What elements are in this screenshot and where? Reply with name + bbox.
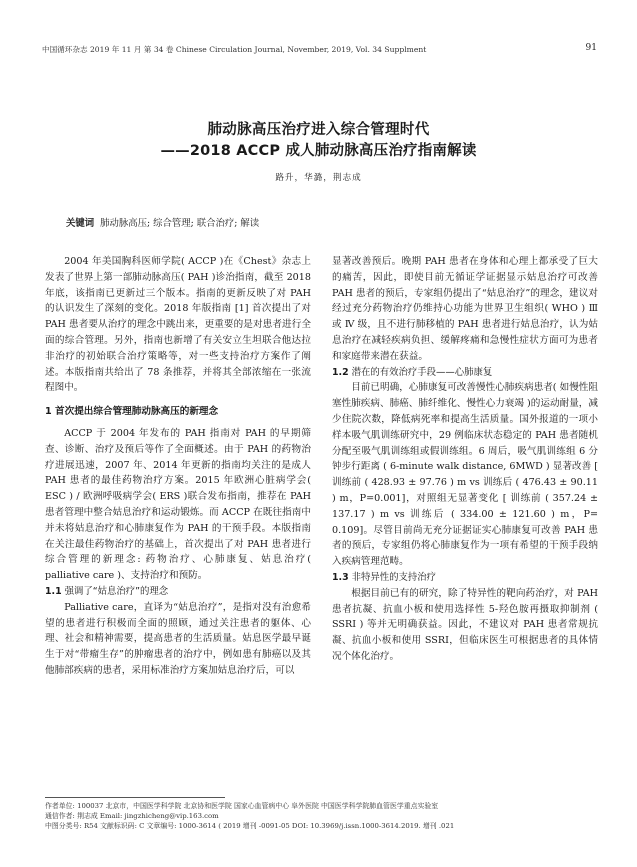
keywords-label: 关键词 bbox=[66, 218, 95, 229]
subsection-1-3-title: 非特异性的支持治疗 bbox=[351, 571, 436, 583]
footnote-rule bbox=[45, 797, 225, 798]
subsection-1-1-paragraph: Palliative care，直译为“姑息治疗”，是指对没有治愈希望的患者进行积极而全面的照顾，通过关注患者的躯体、心理、社会和精神需要，提高患者的生活质量。姑息医学最早诞生于对“带瘤生存”的肿瘤患者的治疗中，例如患有肺癌以及其他肺部疾病的患者，采用标准治疗方案加姑息治疗后，可以 bbox=[45, 601, 311, 676]
running-head: 中国循环杂志 2019 年 11 月 第 34 卷 Chinese Circulation Journal, November, 2019, Vol. 34 Supplment bbox=[42, 45, 427, 54]
article-title: 肺动脉高压治疗进入综合管理时代 bbox=[207, 122, 430, 138]
footnote-affiliation: 作者单位: 100037 北京市，中国医学科学院 北京协和医学院 国家心血管病中心 阜外医院 中国医学科学院肺血管医学重点实验室 bbox=[45, 802, 439, 810]
article-subtitle: ——2018 ACCP 成人肺动脉高压治疗指南解读 bbox=[160, 143, 477, 159]
footnotes bbox=[45, 801, 595, 831]
subsection-1-1-number: 1.1 bbox=[45, 585, 62, 597]
subsection-1-2-paragraph: 目前已明确，心肺康复可改善慢性心肺疾病患者( 如慢性阻塞性肺疾病、肺癌、肺纤维化、慢性心力衰竭 )的运动耐量，减少住院次数，降低病死率和提高生活质量。国外报道的一项小样本吸气肌训练研究中，29 例临床状态稳定的 PAH 患者随机分配至吸气肌训练组或假训练组。6 周后，吸气肌训练组 6 分钟步行距离 ( 6-minute walk distance, 6MWD ) 显著改善 [ 训练前 ( 428.93 ± 97.76 ) m vs 训练后 ( 476.43 ± 90.11 ) m，P=0.001]，对照组无显著变化 [ 训练前 ( 357.24 ± 137.17 ) m vs 训练后 ( 334.00 ± 121.60 ) m，P= 0.109]。尽管目前尚无充分证据证实心肺康复可改善 PAH 患者的预后，专家组仍将心肺康复作为一项有希望的干预手段纳入疾病管理范畴。 bbox=[332, 382, 598, 568]
subsection-1-3-paragraph: 根据目前已有的研究，除了特异性的靶向药治疗，对 PAH 患者抗凝、抗血小板和使用选择性 5-羟色胺再摄取抑制剂 ( SSRI ) 等并无明确获益。因此，不建议对 PAH 患者常规抗凝、抗血小板和使用 SSRI，但临床医生可根据患者的具体情况个体化治疗。 bbox=[332, 587, 598, 662]
authors: 路升，华潞，荆志成 bbox=[275, 173, 362, 183]
subsection-1-2-title: 潜在的有效治疗手段——心肺康复 bbox=[351, 366, 493, 378]
footnote-classification: 中图分类号: R54 文献标识码: C 文章编号: 1000-3614 ( 2019 增刊 -0091-05 DOI: 10.3969/j.issn.1000-3614.2019. 增刊 .021 bbox=[45, 822, 455, 830]
subsection-1-2-heading bbox=[332, 365, 598, 381]
continued-paragraph: 显著改善预后。晚期 PAH 患者在身体和心理上都承受了巨大的痛苦，因此，即使目前无循证学证据显示姑息治疗可改善 PAH 患者的预后，专家组仍提出了“姑息治疗”的理念，建议对经过充分药物治疗仍维持心功能为世界卫生组织( WHO ) Ⅲ 或 Ⅳ 级，且不进行肺移植的 PAH 患者进行姑息治疗，认为姑息治疗在减轻疾病负担、缓解疼痛和急慢性症状方面可为患者和家庭带来潜在获益。 bbox=[332, 256, 598, 362]
keywords-text: 肺动脉高压; 综合管理; 联合治疗; 解读 bbox=[100, 218, 260, 229]
keywords bbox=[66, 215, 259, 229]
subsection-1-2-number: 1.2 bbox=[332, 366, 349, 378]
subsection-1-3-number: 1.3 bbox=[332, 571, 349, 583]
subsection-1-1-title: 强调了“姑息治疗”的理念 bbox=[64, 585, 169, 597]
right-column bbox=[332, 254, 598, 665]
subsection-1-3-heading bbox=[332, 570, 598, 586]
subsection-1-1-heading bbox=[45, 584, 311, 600]
footnote-correspondence: 通信作者: 荆志成 Email: jingzhicheng@vip.163.com bbox=[45, 812, 219, 820]
section-1-paragraph: ACCP 于 2004 年发布的 PAH 指南对 PAH 的早期筛查、诊断、治疗及预后等作了全面概述。由于 PAH 的药物治疗进展迅速，2007 年、2014 年更新的指南均关注的是成人 PAH 患者的最佳药物治疗方案。2015 年欧洲心脏病学会( ESC ) / 欧洲呼吸病学会( ERS )联合发布指南，推荐在 PAH 患者管理中整合姑息治疗和运动锻炼。而 ACCP 在既往指南中并未将姑息治疗和心肺康复作为 PAH 的干预手段。本版指南在关注最佳药物治疗的基础上，首次提出了对 PAH 患者进行综合管理的新理念: 药物治疗、心肺康复、姑息治疗( palliative care )、支持治疗和预防。 bbox=[45, 427, 311, 582]
page-number: 91 bbox=[585, 43, 597, 53]
section-1-heading: 1 首次提出综合管理肺动脉高压的新理念 bbox=[45, 406, 219, 418]
left-column bbox=[45, 254, 311, 679]
intro-paragraph: 2004 年美国胸科医师学院( ACCP )在《Chest》杂志上发表了世界上第一部肺动脉高压( PAH )诊治指南，截至 2018 年底，该指南已更新过三个版本。指南的更新反映了对 PAH 的认识发生了深刻的变化。2018 年版指南 [1] 首次提出了对 PAH 患者要从治疗的理念中跳出来，更重要的是对患者进行全面的综合管理。另外，指南也新增了有关安立生坦联合他达拉非治疗的初始联合治疗策略等，对一些支持治疗方案作了阐述。本版指南共给出了 78 条推荐，并将其全部浓缩在一张流程图中。 bbox=[45, 256, 311, 394]
